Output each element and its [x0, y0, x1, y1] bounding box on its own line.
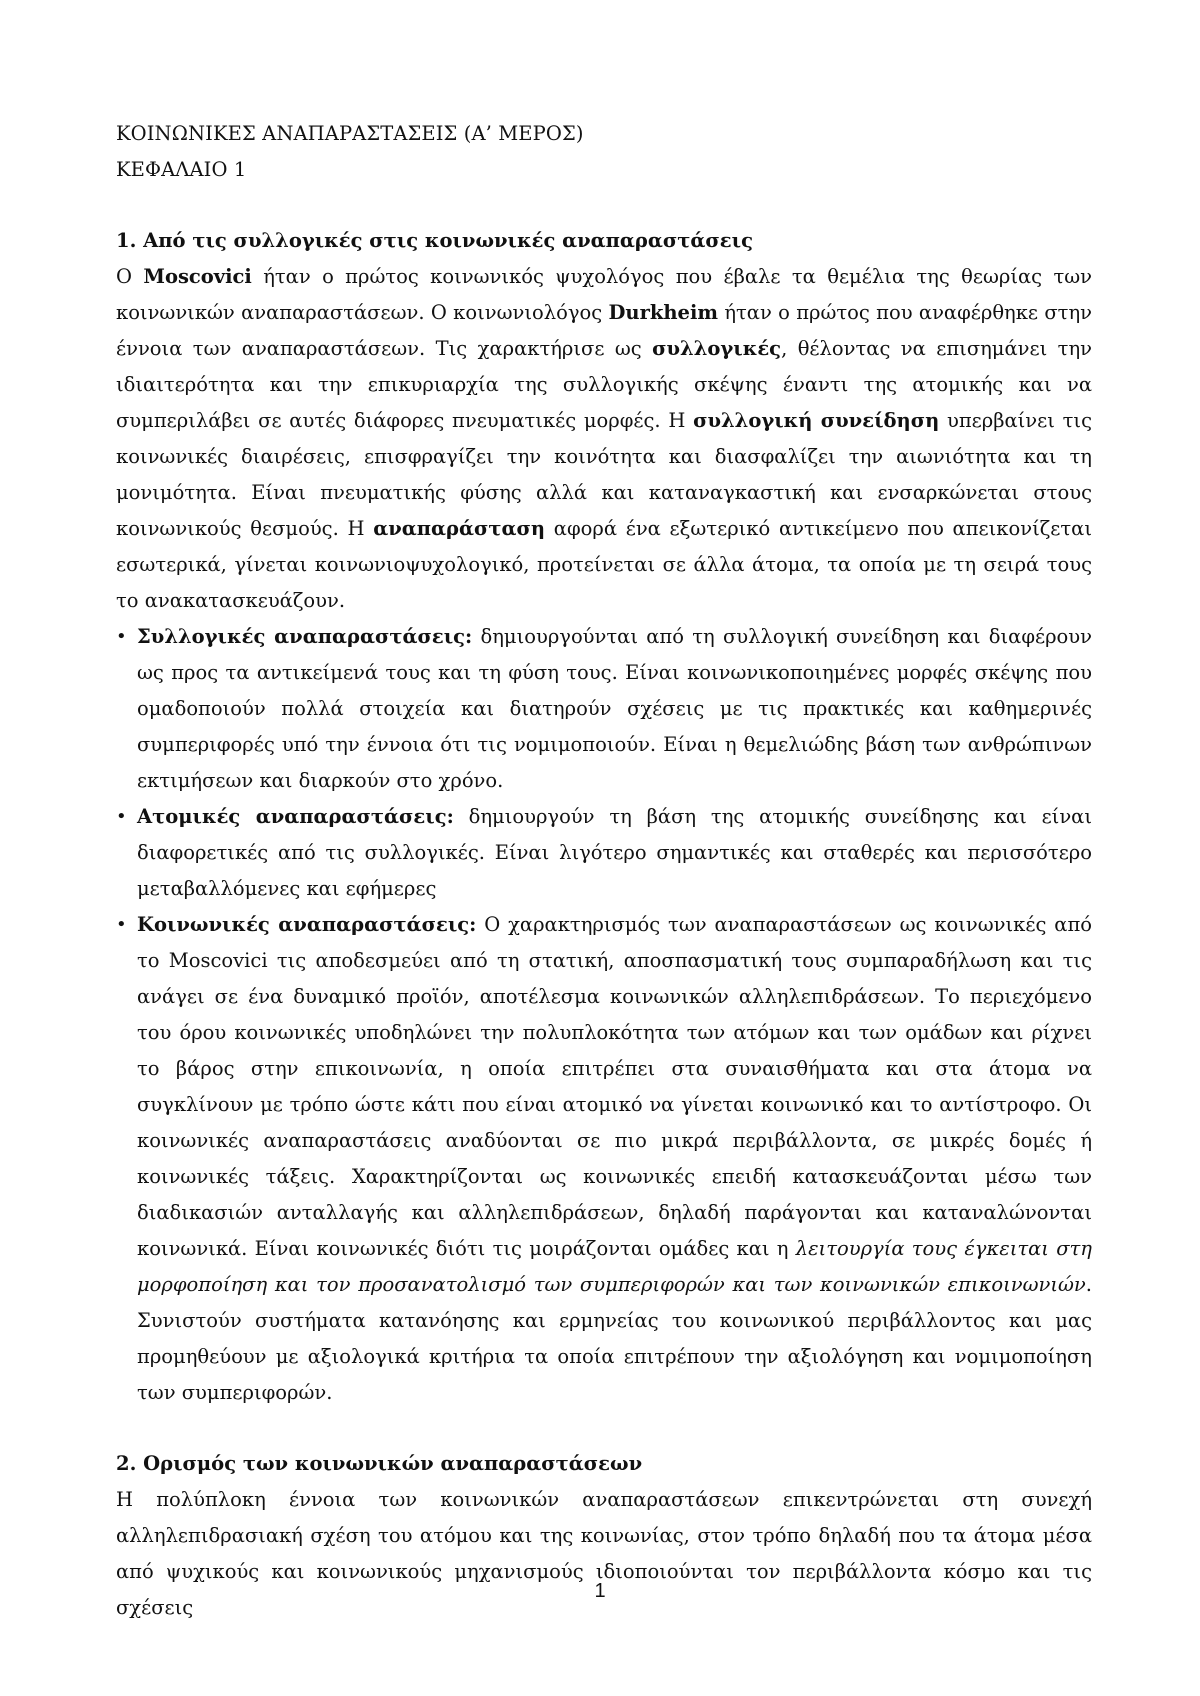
section-1-paragraph	[116, 259, 1092, 619]
bullet-text: δημιουργούν τη βάση της ατομικής συνείδησης και είναι διαφορετικές από τις συλλογικές. Είναι λιγότερο σημαντικές και σταθερές και περισσότερο μεταβαλλόμενες και εφήμερες	[137, 805, 1092, 900]
bold-term-durkheim: Durkheim	[608, 301, 718, 324]
bold-term-collective: συλλογικές	[652, 337, 782, 360]
text-run: ήταν ο πρώτος κοινωνικός ψυχολόγος που έβαλε τα θεμέλια της θεωρίας των κοινωνικών αναπαραστάσεων. Ο κοινωνιολόγος	[116, 265, 1092, 324]
bullet-text: . Συνιστούν συστήματα κατανόησης και ερμηνείας του κοινωνικού περιβάλλοντος και μας προμηθεύουν με αξιολογικά κριτήρια τα οποία επιτρέπουν την αξιολόγηση και νομιμοποίηση των συμπεριφορών.	[137, 1273, 1092, 1404]
spacer	[116, 188, 1092, 223]
text-run: , θέλοντας να επισημάνει την ιδιαιτερότητα και την επικυριαρχία της συλλογικής σκέψης έναντι της ατομικής και να συμπεριλάβει σε αυτές διάφορες πνευματικές μορφές. Η	[116, 337, 1093, 432]
bullet-item-social	[116, 907, 1092, 1411]
section-2-paragraph: Η πολύπλοκη έννοια των κοινωνικών αναπαραστάσεων επικεντρώνεται στη συνεχή αλληλεπιδρασιακή σχέση του ατόμου και της κοινωνίας, στον τρόπο δηλαδή που τα άτομα μέσα από ψυχικούς και κοινωνικούς μηχανισμούς ιδιοποιούνται τον περιβάλλοντα κόσμο και τις σχέσεις	[116, 1488, 1092, 1619]
bold-term-moscovici: Moscovici	[143, 265, 252, 288]
text-run: υπερβαίνει τις κοινωνικές διαιρέσεις, επισφραγίζει την κοινότητα και διασφαλίζει την αιωνιότητα και τη μονιμότητα. Είναι πνευματικής φύσης αλλά και καταναγκαστική και ενσαρκώνεται στους κοινωνικούς θεσμούς. Η	[116, 409, 1092, 540]
bullet-term: Ατομικές αναπαραστάσεις:	[137, 805, 454, 828]
bullet-list	[116, 619, 1092, 1411]
bullet-icon: •	[116, 806, 127, 827]
bold-term-collective-consciousness: συλλογική συνείδηση	[693, 409, 940, 432]
bullet-term: Συλλογικές αναπαραστάσεις:	[137, 625, 473, 648]
text-run: Ο	[116, 265, 144, 288]
bullet-icon: •	[116, 626, 127, 647]
bullet-text: Ο χαρακτηρισμός των αναπαραστάσεων ως κοινωνικές από το Moscovici τις αποδεσμεύει από τη στατική, αποσπασματική τους συμπαραδήλωση και τις ανάγει σε ένα δυναμικό προϊόν, αποτέλεσμα κοινωνικών αλληλεπιδράσεων. Το περιεχόμενο του όρου κοινωνικές υποδηλώνει την πολυπλοκότητα των ατόμων και των ομάδων και ρίχνει το βάρος στην επικοινωνία, η οποία επιτρέπει στα συναισθήματα και στα άτομα να συγκλίνουν με τρόπο ώστε κάτι που είναι ατομικό να γίνεται κοινωνικό και το αντίστροφο. Οι κοινωνικές αναπαραστάσεις αναδύονται σε πιο μικρά περιβάλλοντα, σε μικρές δομές ή κοινωνικές τάξεις. Χαρακτηρίζονται ως κοινωνικές επειδή κατασκευάζονται μέσω των διαδικασιών ανταλλαγής και αλληλεπιδράσεων, δηλαδή παράγονται και καταναλώνονται κοινωνικά. Είναι κοινωνικές διότι τις μοιράζονται ομάδες και η	[137, 913, 1092, 1260]
bullet-item-collective	[116, 619, 1092, 799]
chapter-heading: ΚΕΦΑΛΑΙΟ 1	[116, 158, 247, 181]
document-title: ΚΟΙΝΩΝΙΚΕΣ ΑΝΑΠΑΡΑΣΤΑΣΕΙΣ (Α’ ΜΕΡΟΣ)	[116, 122, 584, 145]
bullet-term: Κοινωνικές αναπαραστάσεις:	[137, 913, 477, 936]
bullet-item-individual	[116, 799, 1092, 907]
bullet-icon: •	[116, 914, 127, 935]
text-run: αφορά ένα εξωτερικό αντικείμενο που απεικονίζεται εσωτερικά, γίνεται κοινωνιοψυχολογικό, προτείνεται σε άλλα άτομα, τα οποία με τη σειρά τους το ανακατασκευάζουν.	[116, 517, 1092, 612]
italic-phrase: λειτουργία τους έγκειται στη μορφοποίηση και τον προσανατολισμό των συμπεριφορών και των κοινωνικών επικοινωνιών	[137, 1237, 1092, 1296]
spacer	[116, 1411, 1092, 1446]
section-1-heading: 1. Από τις συλλογικές στις κοινωνικές αναπαραστάσεις	[116, 229, 753, 252]
page-content	[116, 116, 1092, 1626]
page-number: 1	[594, 1580, 606, 1602]
bullet-text: δημιουργούνται από τη συλλογική συνείδηση και διαφέρουν ως προς τα αντικείμενά τους και τη φύση τους. Είναι κοινωνικοποιημένες μορφές σκέψης που ομαδοποιούν πολλά στοιχεία και διατηρούν σχέσεις με τις πρακτικές και καθημερινές συμπεριφορές υπό την έννοια ότι τις νομιμοποιούν. Είναι η θεμελιώδης βάση των ανθρώπινων εκτιμήσεων και διαρκούν στο χρόνο.	[137, 625, 1092, 792]
section-2-heading: 2. Ορισμός των κοινωνικών αναπαραστάσεων	[116, 1452, 643, 1475]
bold-term-representation: αναπαράσταση	[373, 517, 546, 540]
text-run: ήταν ο πρώτος που αναφέρθηκε στην έννοια των αναπαραστάσεων. Τις χαρακτήρισε ως	[116, 301, 1092, 360]
